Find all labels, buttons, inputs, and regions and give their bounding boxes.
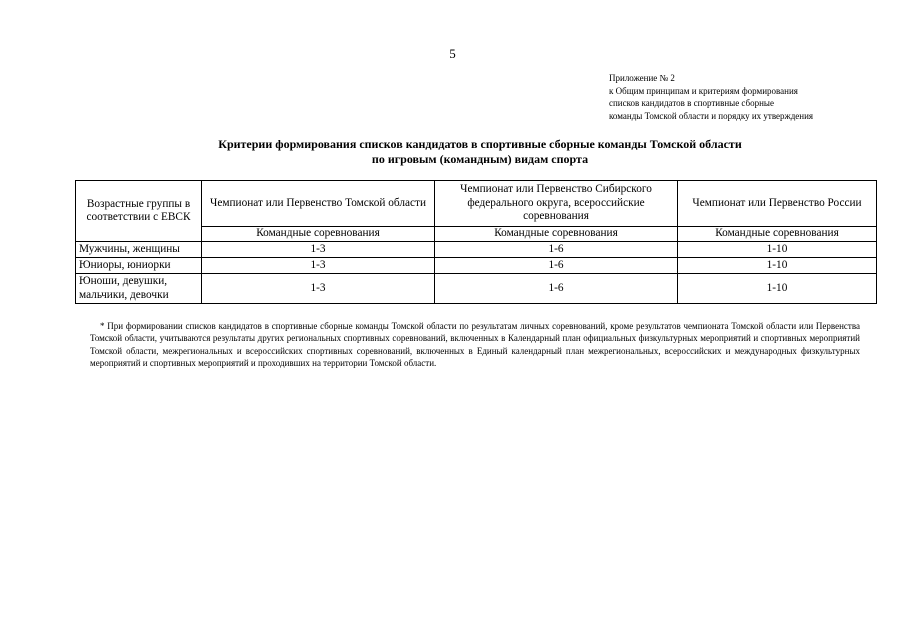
appendix-line: команды Томской области и порядку их утверждения (609, 110, 814, 121)
place-range-cell: 1-3 (202, 274, 435, 304)
title-line-2: по игровым (командным) видам спорта (371, 152, 589, 166)
age-group-cell: Юниоры, юниорки (76, 258, 202, 274)
age-group-cell: Мужчины, женщины (76, 242, 202, 258)
table-row (76, 274, 877, 304)
competition-subheader: Командные соревнования (202, 227, 435, 242)
appendix-note (609, 72, 813, 122)
place-range-cell: 1-6 (435, 242, 678, 258)
competition-header: Чемпионат или Первенство России (678, 181, 877, 227)
document-title (60, 137, 900, 167)
footnote: * При формировании списков кандидатов в спортивные сборные команды Томской области по результатам личных соревнований, кроме результатов чемпионата Томской области или Первенства Томской области, учитываются результаты других региональных спортивных соревнований, включенных в Календарный план официальных физкультурных мероприятий и спортивных мероприятий Томской области, межрегиональных и всероссийских спортивных соревнований, включенных в Единый календарный план межрегиональных, всероссийских и международных физкультурных мероприятий и спортивных мероприятий и проходивших на территории Томской области. (90, 321, 860, 368)
age-group-cell: Юноши, девушки, мальчики, девочки (76, 274, 202, 304)
competition-header: Чемпионат или Первенство Сибирского федерального округа, всероссийские соревнования (435, 181, 678, 227)
page-number: 5 (449, 46, 456, 61)
table-header-row (76, 181, 877, 227)
competition-subheader: Командные соревнования (435, 227, 678, 242)
criteria-table (75, 180, 877, 304)
appendix-line: списков кандидатов в спортивные сборные (609, 98, 774, 109)
table-row (76, 258, 877, 274)
age-group-header: Возрастные группы в соответствии с ЕВСК (76, 181, 202, 242)
place-range-cell: 1-3 (202, 242, 435, 258)
title-line-1: Критерии формирования списков кандидатов в спортивные сборные команды Томской области (218, 137, 742, 151)
place-range-cell: 1-6 (435, 274, 678, 304)
table-row (76, 242, 877, 258)
place-range-cell: 1-10 (678, 242, 877, 258)
place-range-cell: 1-6 (435, 258, 678, 274)
competition-subheader: Командные соревнования (678, 227, 877, 242)
place-range-cell: 1-10 (678, 274, 877, 304)
competition-header: Чемпионат или Первенство Томской области (202, 181, 435, 227)
place-range-cell: 1-3 (202, 258, 435, 274)
appendix-line: Приложение № 2 (609, 73, 675, 83)
appendix-line: к Общим принципам и критериям формирования (609, 85, 798, 96)
place-range-cell: 1-10 (678, 258, 877, 274)
